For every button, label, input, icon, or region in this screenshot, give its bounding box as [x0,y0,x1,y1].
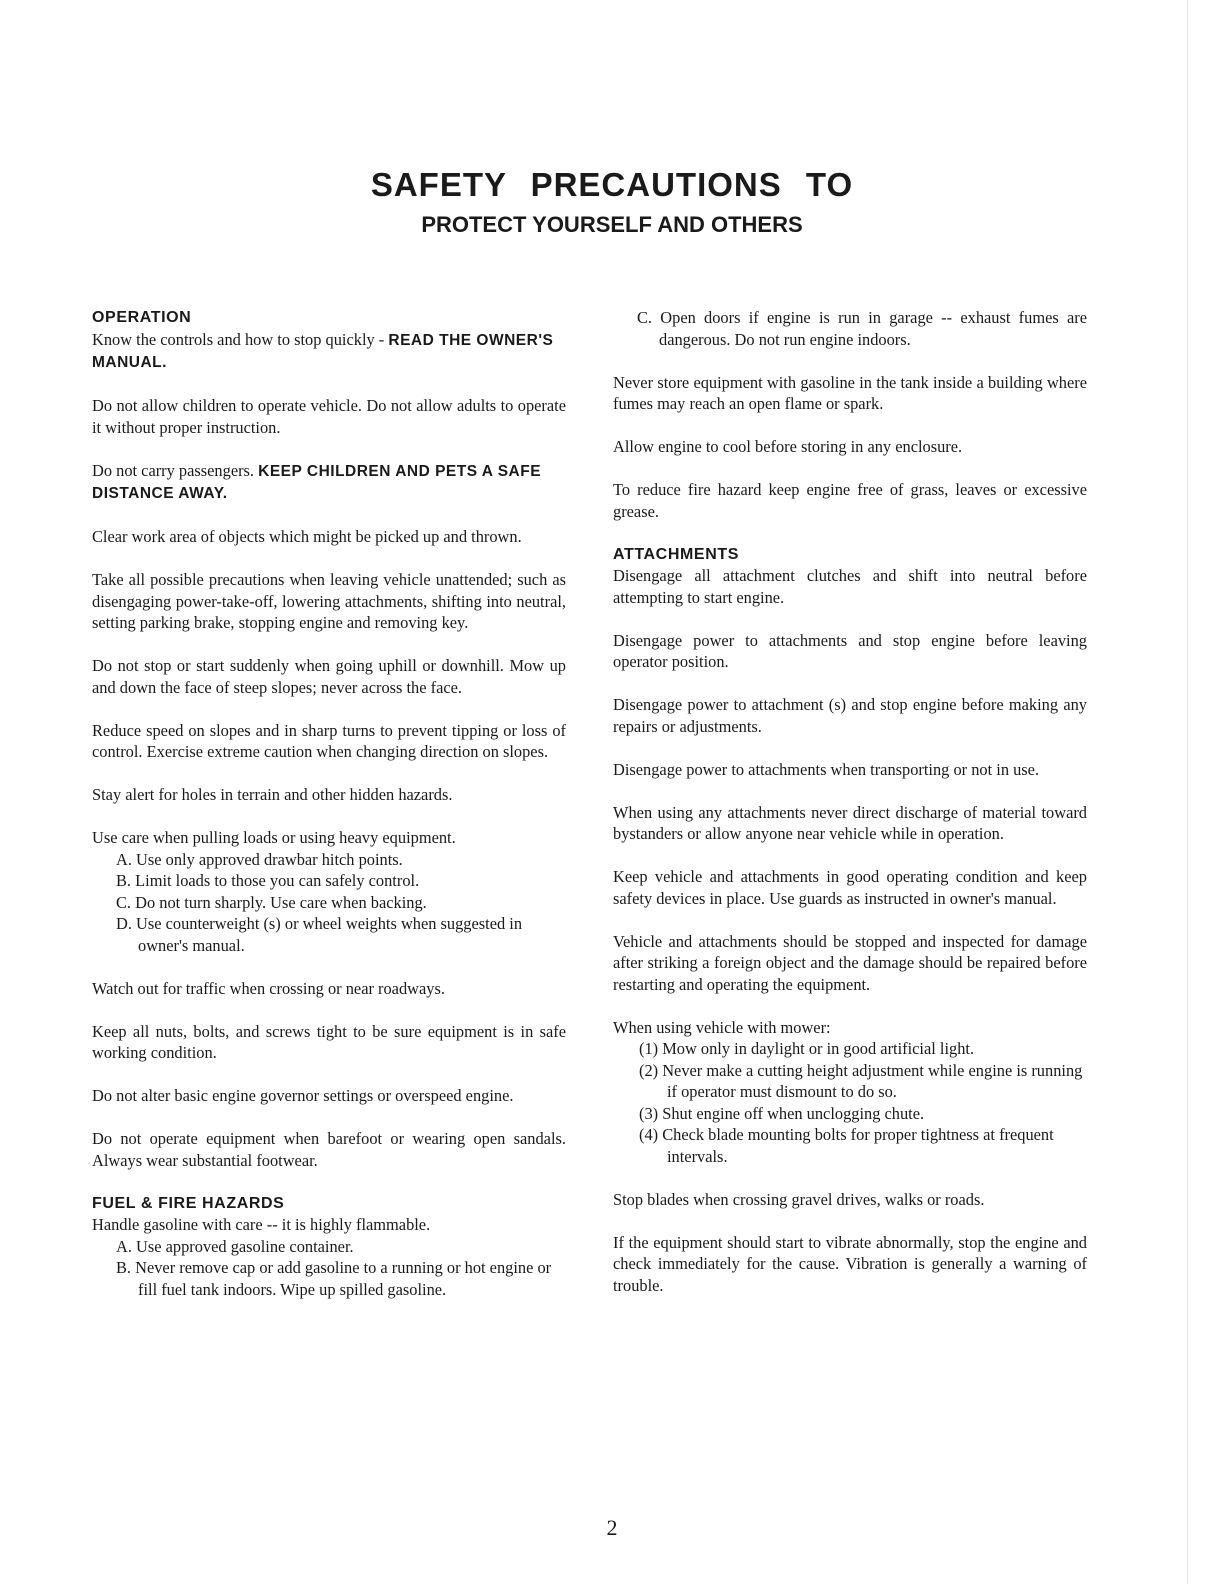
paragraph-store-equipment: Never store equipment with gasoline in the tank inside a building where fumes may reach an open flame or spark. [613,372,1087,413]
list-item: B. Limit loads to those you can safely control. [116,871,420,890]
attachments-heading: ATTACHMENTS [613,545,739,563]
paragraph-bold-text: KEEP CHILDREN AND PETS A SAFE DISTANCE AWAY. [92,462,542,502]
paragraph-inspect-damage: Vehicle and attachments should be stopped and inspected for damage after striking a foreign object and the damage should be repaired before restarting and operating the equipment. [613,931,1087,994]
paragraph-slopes: Do not stop or start suddenly when going uphill or downhill. Mow up and down the face of steep slopes; never across the face. [92,656,566,697]
paragraph-vibration: If the equipment should start to vibrate abnormally, stop the engine and check immediately for the cause. Vibration is generally a warning of trouble. [613,1232,1087,1295]
list-item: C. Do not turn sharply. Use care when backing. [116,892,427,912]
page-number: 2 [606,1515,618,1540]
pulling-loads-list [92,849,566,957]
list-item: (2) Never make a cutting height adjustment while engine is running if operator must dismount to do so. [639,1060,1083,1101]
paragraph-governor: Do not alter basic engine governor settings or overspeed engine. [92,1086,514,1105]
list-item: (3) Shut engine off when unclogging chute. [639,1103,925,1123]
paragraph-reduce-speed: Reduce speed on slopes and in sharp turns to prevent tipping or loss of control. Exercise extreme caution when changing direction on slopes. [92,720,566,761]
paragraph-text: Know the controls and how to stop quickly - [92,329,389,349]
paragraph-stay-alert: Stay alert for holes in terrain and other hidden hazards. [92,785,453,804]
paragraph-mower-intro: When using vehicle with mower: [613,1017,831,1037]
mower-list [613,1038,1087,1167]
paragraph-transporting: Disengage power to attachments when transporting or not in use. [613,759,1040,779]
paragraph-repairs: Disengage power to attachment (s) and stop engine before making any repairs or adjustments. [613,695,1087,736]
paragraph-fire-hazard: To reduce fire hazard keep engine free of grass, leaves or excessive grease. [613,480,1087,521]
list-item: (4) Check blade mounting bolts for proper tightness at frequent intervals. [639,1125,1054,1166]
left-column [92,307,566,1322]
fuel-list [92,1236,566,1301]
paragraph-discharge: When using any attachments never direct discharge of material toward bystanders or allow anyone near vehicle while in operation. [613,802,1087,843]
list-item: A. Use only approved drawbar hitch points. [116,849,403,869]
list-item: (1) Mow only in daylight or in good artificial light. [639,1039,975,1058]
paragraph-nuts-bolts: Keep all nuts, bolts, and screws tight to be sure equipment is in safe working condition. [92,1021,566,1062]
page-title: SAFETY PRECAUTIONS TO [370,166,854,203]
paragraph-leave-position: Disengage power to attachments and stop engine before leaving operator position. [613,630,1087,671]
paragraph-gasoline: Handle gasoline with care -- it is highly flammable. [92,1215,431,1234]
paragraph-bold-text: READ THE OWNER'S MANUAL. [92,331,554,371]
paragraph-cool-engine: Allow engine to cool before storing in any enclosure. [613,437,963,456]
paragraph-stop-blades: Stop blades when crossing gravel drives, walks or roads. [613,1189,985,1209]
paragraph-text: Do not carry passengers. [92,460,259,480]
paragraph-pulling-loads: Use care when pulling loads or using heavy equipment. [92,828,456,847]
operation-heading: OPERATION [92,309,192,326]
paragraph-traffic: Watch out for traffic when crossing or near roadways. [92,978,445,998]
paragraph-good-condition: Keep vehicle and attachments in good operating condition and keep safety devices in place. Use guards as instructed in owner's manual. [613,867,1087,908]
paragraph-footwear: Do not operate equipment when barefoot or wearing open sandals. Always wear substantial footwear. [92,1129,566,1170]
page-subtitle: PROTECT YOURSELF AND OTHERS [421,212,803,237]
fuel-heading: FUEL & FIRE HAZARDS [92,1194,285,1212]
list-item-open-doors: C. Open doors if engine is run in garage -- exhaust fumes are dangerous. Do not run engine indoors. [637,308,1087,349]
list-item: A. Use approved gasoline container. [116,1236,354,1256]
paragraph-read-manual [92,329,566,374]
list-item: B. Never remove cap or add gasoline to a running or hot engine or fill fuel tank indoors. Wipe up spilled gasoline. [116,1258,552,1299]
paragraph-leaving-vehicle: Take all possible precautions when leaving vehicle unattended; such as disengaging power-take-off, lowering attachments, shifting into neutral, setting parking brake, stopping engine and removing key. [92,570,566,632]
paragraph-clear-area: Clear work area of objects which might be picked up and thrown. [92,527,522,546]
paragraph-disengage-clutches: Disengage all attachment clutches and shift into neutral before attempting to start engine. [613,566,1087,607]
list-item: D. Use counterweight (s) or wheel weights when suggested in owner's manual. [116,914,523,955]
right-column [613,307,1087,1318]
paragraph-children: Do not allow children to operate vehicle. Do not allow adults to operate it without proper instruction. [92,396,566,437]
paragraph-passengers [92,460,566,505]
